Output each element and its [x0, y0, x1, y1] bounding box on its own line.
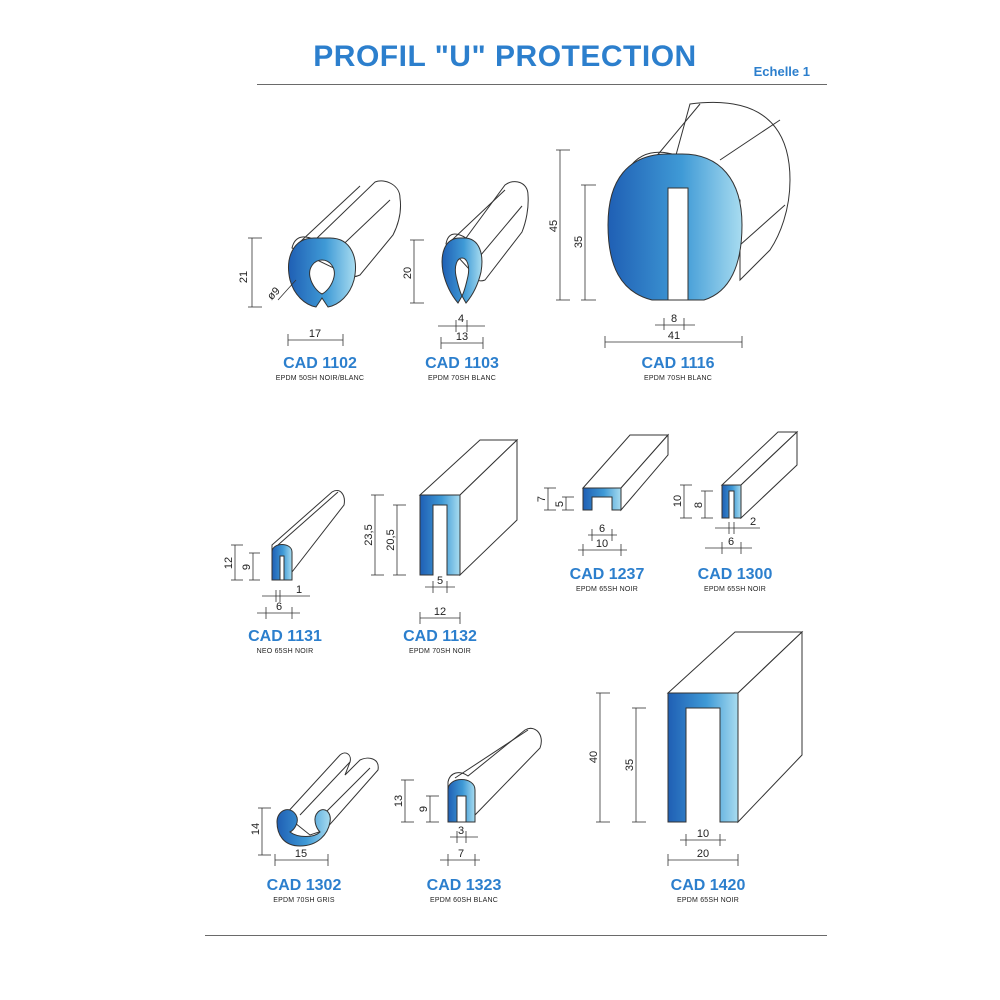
- cad-1102-label: [250, 355, 390, 382]
- cad-1131-height-inner-label: 9: [241, 563, 253, 571]
- cad-1103-opening-label: 4: [457, 313, 465, 325]
- cad-1102-material: EPDM 50SH NOIR/BLANC: [275, 375, 365, 382]
- cad-1237-height-outer-label: 7: [536, 495, 548, 503]
- cad-1302-drawing: [250, 753, 378, 866]
- cad-1300-material: EPDM 65SH NOIR: [704, 586, 766, 593]
- cad-1102-height-label: 21: [238, 270, 250, 284]
- cad-1323-code: CAD 1323: [426, 877, 502, 894]
- cad-1300-drawing: [672, 432, 797, 554]
- cad-1116-material: EPDM 70SH BLANC: [644, 375, 712, 382]
- cad-1132-code: CAD 1132: [403, 628, 477, 645]
- cad-1116-height-inner-label: 35: [573, 235, 585, 249]
- cad-1300-height-outer-label: 10: [672, 494, 684, 508]
- scale-label: Echelle 1: [753, 64, 810, 79]
- cad-1132-drawing: [363, 440, 517, 624]
- cad-1323-material: EPDM 60SH BLANC: [430, 897, 498, 904]
- cad-1132-label: [370, 628, 510, 655]
- cad-1302-code: CAD 1302: [266, 877, 342, 894]
- cad-1132-opening-label: 5: [436, 575, 444, 587]
- cad-1116-code: CAD 1116: [641, 355, 715, 372]
- cad-1300-label: [665, 566, 805, 593]
- cad-1102-code: CAD 1102: [283, 355, 357, 372]
- cad-1420-drawing: [588, 632, 802, 866]
- cad-1131-label: [215, 628, 355, 655]
- cad-1300-height-inner-label: 8: [693, 501, 705, 509]
- cad-1302-height-label: 14: [250, 822, 262, 836]
- cad-1323-drawing: [393, 728, 541, 866]
- cad-1302-label: [234, 877, 374, 904]
- cad-1132-width-label: 12: [433, 606, 447, 618]
- cad-1131-width-label: 6: [275, 601, 283, 613]
- cad-1323-height-inner-label: 9: [418, 805, 430, 813]
- cad-1420-opening-label: 10: [696, 828, 710, 840]
- cad-1131-height-outer-label: 12: [223, 556, 235, 570]
- cad-1237-code: CAD 1237: [569, 566, 645, 583]
- cad-1237-label: [537, 566, 677, 593]
- page-title: PROFIL "U" PROTECTION: [313, 40, 697, 73]
- cad-1237-material: EPDM 65SH NOIR: [576, 586, 638, 593]
- cad-1237-drawing: [536, 435, 668, 556]
- cad-1131-drawing: [223, 490, 344, 619]
- cad-1323-height-outer-label: 13: [393, 794, 405, 808]
- cad-1300-opening-label: 2: [749, 516, 757, 528]
- cad-1116-opening-label: 8: [670, 313, 678, 325]
- cad-1132-material: EPDM 70SH NOIR: [409, 648, 471, 655]
- cad-1420-material: EPDM 65SH NOIR: [677, 897, 739, 904]
- cad-1103-height-label: 20: [402, 266, 414, 280]
- cad-1102-width-label: 17: [308, 328, 322, 340]
- cad-1102-drawing: [238, 181, 401, 346]
- cad-1323-opening-label: 3: [457, 825, 465, 837]
- cad-1103-width-label: 13: [455, 331, 469, 343]
- cad-1420-label: [638, 877, 778, 904]
- cad-1237-width-label: 10: [595, 538, 609, 550]
- cad-1237-height-inner-label: 5: [554, 500, 566, 508]
- cad-1131-material: NEO 65SH NOIR: [256, 648, 314, 655]
- cad-1116-label: [608, 355, 748, 382]
- cad-1302-width-label: 15: [294, 848, 308, 860]
- cad-1116-height-outer-label: 45: [548, 219, 560, 233]
- cad-1103-code: CAD 1103: [425, 355, 499, 372]
- cad-1102-diameter-label: ø9: [265, 285, 283, 303]
- cad-1116-drawing: [548, 102, 790, 348]
- cad-1302-material: EPDM 70SH GRIS: [273, 897, 335, 904]
- cad-1420-width-label: 20: [696, 848, 710, 860]
- cad-1103-material: EPDM 70SH BLANC: [428, 375, 496, 382]
- cad-1420-height-outer-label: 40: [588, 750, 600, 764]
- cad-1131-opening-label: 1: [295, 584, 303, 596]
- cad-1103-drawing: [402, 182, 528, 349]
- cad-1237-opening-label: 6: [598, 523, 606, 535]
- cad-1323-width-label: 7: [457, 848, 465, 860]
- cad-1300-code: CAD 1300: [697, 566, 773, 583]
- cad-1132-height-inner-label: 20,5: [385, 529, 397, 551]
- cad-1420-code: CAD 1420: [670, 877, 746, 894]
- cad-1323-label: [394, 877, 534, 904]
- cad-1131-code: CAD 1131: [248, 628, 322, 645]
- cad-1420-height-inner-label: 35: [624, 758, 636, 772]
- cad-1103-label: [392, 355, 532, 382]
- cad-1116-width-label: 41: [667, 330, 681, 342]
- cad-1132-height-outer-label: 23,5: [363, 524, 375, 546]
- cad-1300-width-label: 6: [727, 536, 735, 548]
